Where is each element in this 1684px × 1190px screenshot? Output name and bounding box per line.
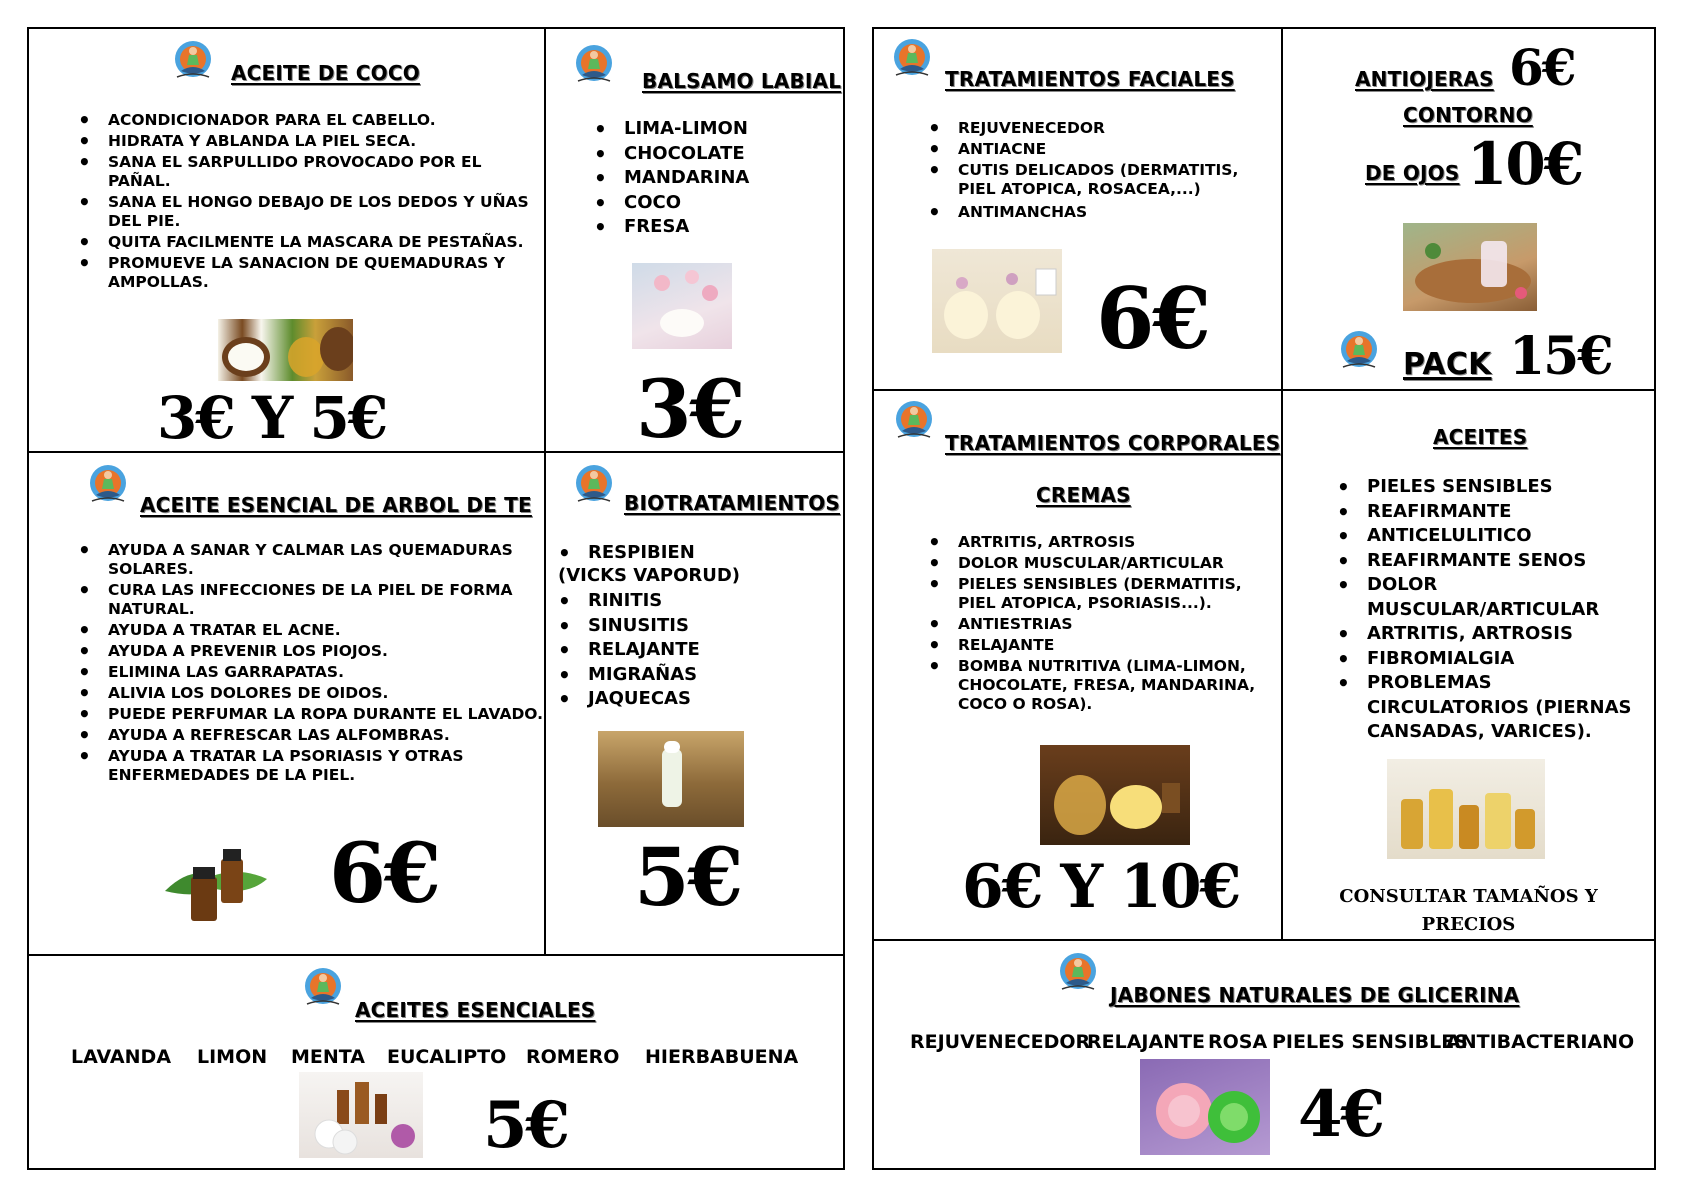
- list-item: • ANTIACNE: [924, 140, 1274, 159]
- section-tratamientos-faciales: [874, 29, 1281, 389]
- consult-note-line2: PRECIOS: [1421, 914, 1516, 935]
- pack-label: PACK: [1403, 347, 1492, 382]
- bio-list-first: [554, 541, 834, 566]
- section-title: ACEITES: [1433, 425, 1528, 449]
- roll-on-photo: [598, 731, 744, 827]
- list-item: • MIGRAÑAS: [554, 663, 834, 688]
- list-item: • RESPIBIEN: [554, 541, 834, 566]
- list-item: • DOLOR MUSCULAR/ARTICULAR: [1333, 573, 1653, 622]
- pack-price: 15€: [1509, 326, 1612, 387]
- esencial-item: MENTA: [291, 1046, 365, 1068]
- bio-list: [554, 589, 834, 712]
- balsamo-price: 3€: [636, 362, 744, 451]
- body-cream-photo: [1040, 745, 1190, 845]
- logo-icon: [86, 463, 130, 507]
- jabon-item: RELAJANTE: [1087, 1031, 1206, 1053]
- essential-oils-photo: [299, 1072, 423, 1158]
- list-item: • ARTRITIS, ARTROSIS: [1333, 622, 1653, 647]
- list-item: • AYUDA A PREVENIR LOS PIOJOS.: [74, 642, 544, 661]
- list-item: • ARTRITIS, ARTROSIS: [924, 533, 1274, 552]
- list-item: • ANTICELULITICO: [1333, 524, 1653, 549]
- list-item: • ACONDICIONADOR PARA EL CABELLO.: [74, 111, 544, 130]
- coco-price: 3€ Y 5€: [157, 384, 387, 451]
- list-item: • CURA LAS INFECCIONES DE LA PIEL DE FORMA NATURAL.: [74, 581, 544, 619]
- list-item: • ALIVIA LOS DOLORES DE OIDOS.: [74, 684, 544, 703]
- oil-bottles-photo: [1387, 759, 1545, 859]
- logo-icon: [572, 463, 616, 507]
- list-item: • RELAJANTE: [554, 638, 834, 663]
- section-title: ACEITE ESENCIAL DE ARBOL DE TE: [140, 493, 532, 517]
- list-item: • PIELES SENSIBLES (DERMATITIS, PIEL ATOPICA, PSORIASIS...).: [924, 575, 1274, 613]
- section-title: TRATAMIENTOS FACIALES: [945, 67, 1235, 91]
- section-title: TRATAMIENTOS CORPORALES: [945, 431, 1281, 455]
- section-jabones: [874, 941, 1654, 1168]
- esencial-item: LAVANDA: [71, 1046, 172, 1068]
- section-aceite-coco: [29, 29, 544, 451]
- arbol-price: 6€: [329, 826, 440, 922]
- list-item: • ELIMINA LAS GARRAPATAS.: [74, 663, 544, 682]
- balsamo-flavors-list: [590, 117, 830, 240]
- list-item: • DOLOR MUSCULAR/ARTICULAR: [924, 554, 1274, 573]
- section-title: ACEITES ESENCIALES: [355, 998, 596, 1022]
- esencial-item: HIERBABUENA: [645, 1046, 799, 1068]
- list-item: • FIBROMIALGIA: [1333, 647, 1653, 672]
- contorno-price: 10€: [1467, 130, 1583, 198]
- list-item: • BOMBA NUTRITIVA (LIMA-LIMON, CHOCOLATE, FRESA, MANDARINA, COCO O ROSA).: [924, 657, 1274, 714]
- section-aceites-esenciales: [29, 956, 843, 1168]
- eye-contour-photo: [1403, 223, 1537, 311]
- esencial-item: ROMERO: [526, 1046, 620, 1068]
- section-title: ACEITE DE COCO: [231, 61, 420, 85]
- section-aceites: [1283, 391, 1654, 939]
- list-item: • HIDRATA Y ABLANDA LA PIEL SECA.: [74, 132, 544, 151]
- list-item-sub: (VICKS VAPORUD): [558, 565, 741, 586]
- list-item: • FRESA: [590, 215, 830, 240]
- list-item: • SANA EL HONGO DEBAJO DE LOS DEDOS Y UÑAS DEL PIE.: [74, 193, 544, 231]
- jabones-price: 4€: [1298, 1077, 1384, 1152]
- jabon-item: REJUVENECEDOR: [910, 1031, 1091, 1053]
- logo-icon: [890, 37, 934, 81]
- list-item: • ANTIMANCHAS: [924, 203, 1274, 222]
- list-item: • SINUSITIS: [554, 614, 834, 639]
- list-item: • LIMA-LIMON: [590, 117, 830, 142]
- list-item: • SANA EL SARPULLIDO PROVOCADO POR EL PAÑAL.: [74, 153, 544, 191]
- antiojeras-price: 6€: [1509, 38, 1575, 97]
- esencial-item: LIMON: [197, 1046, 268, 1068]
- consult-note-line1: CONSULTAR TAMAÑOS Y: [1339, 886, 1598, 907]
- section-biotratamientos: [546, 453, 843, 954]
- logo-icon: [1337, 329, 1381, 373]
- esencial-item: EUCALIPTO: [387, 1046, 507, 1068]
- bio-price: 5€: [634, 830, 742, 924]
- section-title: BIOTRATAMIENTOS: [624, 491, 841, 515]
- jabon-item: PIELES SENSIBLES: [1272, 1031, 1468, 1053]
- section-subtitle: CREMAS: [1036, 483, 1131, 507]
- list-item: • RINITIS: [554, 589, 834, 614]
- list-item: • PROBLEMAS CIRCULATORIOS (PIERNAS CANSADAS, VARICES).: [1333, 671, 1653, 745]
- list-item: • PUEDE PERFUMAR LA ROPA DURANTE EL LAVADO.: [74, 705, 544, 724]
- list-item: • REAFIRMANTE: [1333, 500, 1653, 525]
- list-item: • RELAJANTE: [924, 636, 1274, 655]
- list-item: • MANDARINA: [590, 166, 830, 191]
- corporales-list: [924, 533, 1274, 716]
- antiojeras-title: ANTIOJERAS: [1355, 67, 1494, 91]
- list-item: • COCO: [590, 191, 830, 216]
- section-title: BALSAMO LABIAL: [642, 69, 842, 93]
- list-item: • PROMUEVE LA SANACION DE QUEMADURAS Y AMPOLLAS.: [74, 254, 544, 292]
- list-item: • CUTIS DELICADOS (DERMATITIS, PIEL ATOPICA, ROSACEA,...): [924, 161, 1274, 199]
- esenciales-price: 5€: [483, 1088, 569, 1163]
- coco-benefits-list: [74, 111, 544, 294]
- list-item: • AYUDA A TRATAR EL ACNE.: [74, 621, 544, 640]
- list-item: • QUITA FACILMENTE LA MASCARA DE PESTAÑAS.: [74, 233, 544, 252]
- facial-cream-jars-photo: [932, 249, 1062, 353]
- list-item: • REAFIRMANTE SENOS: [1333, 549, 1653, 574]
- logo-icon: [1056, 951, 1100, 995]
- list-item: • AYUDA A TRATAR LA PSORIASIS Y OTRAS ENFERMEDADES DE LA PIEL.: [74, 747, 544, 785]
- contorno-title: CONTORNO: [1403, 103, 1533, 127]
- logo-icon: [892, 399, 936, 443]
- faciales-price: 6€: [1096, 269, 1209, 368]
- list-item: • AYUDA A REFRESCAR LAS ALFOMBRAS.: [74, 726, 544, 745]
- list-item: • JAQUECAS: [554, 687, 834, 712]
- list-item: • AYUDA A SANAR Y CALMAR LAS QUEMADURAS SOLARES.: [74, 541, 544, 579]
- list-item: • ANTIESTRIAS: [924, 615, 1274, 634]
- section-title: JABONES NATURALES DE GLICERINA: [1110, 983, 1520, 1007]
- section-arbol-de-te: [29, 453, 544, 954]
- coconut-photo: [218, 319, 353, 381]
- tea-tree-bottles-photo: [157, 843, 275, 933]
- logo-icon: [171, 39, 215, 83]
- glycerin-soaps-photo: [1140, 1059, 1270, 1155]
- lip-balm-photo: [632, 263, 732, 349]
- section-tratamientos-corporales: [874, 391, 1281, 939]
- list-item: • PIELES SENSIBLES: [1333, 475, 1653, 500]
- jabon-item: ANTIBACTERIANO: [1446, 1031, 1635, 1053]
- corporales-price: 6€ Y 10€: [962, 852, 1240, 922]
- list-item: • CHOCOLATE: [590, 142, 830, 167]
- faciales-list: [924, 119, 1274, 224]
- section-antiojeras: [1283, 29, 1654, 389]
- aceites-list: [1333, 475, 1653, 745]
- consult-note: [1283, 883, 1654, 939]
- jabon-item: ROSA: [1208, 1031, 1268, 1053]
- contorno-title-line2: DE OJOS: [1365, 161, 1460, 185]
- section-balsamo-labial: [546, 29, 843, 451]
- logo-icon: [572, 43, 616, 87]
- arbol-benefits-list: [74, 541, 544, 787]
- logo-icon: [301, 966, 345, 1010]
- list-item: • REJUVENECEDOR: [924, 119, 1274, 138]
